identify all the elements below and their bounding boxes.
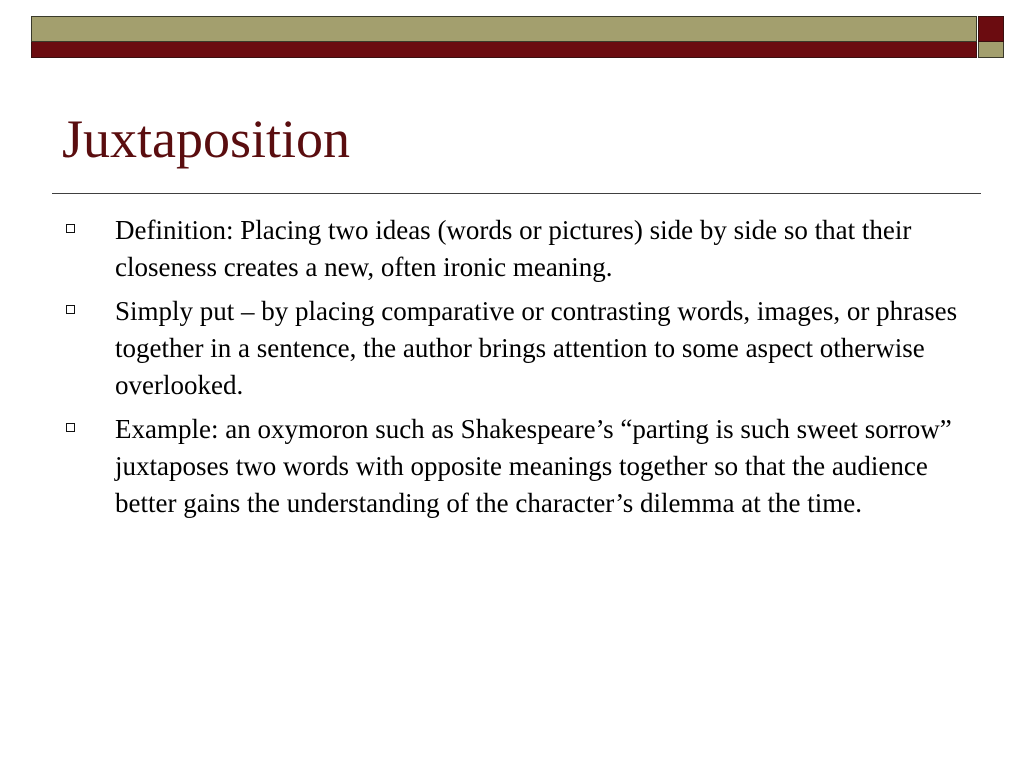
- bullet-item-simply-put: [62, 293, 972, 404]
- header-olive-square: [978, 42, 1004, 58]
- bullet-item-definition: [62, 212, 972, 286]
- header-maroon-bar: [31, 42, 977, 58]
- hollow-square-bullet-icon: [66, 305, 75, 314]
- hollow-square-bullet-icon: [66, 224, 75, 233]
- bullet-list: [62, 212, 972, 529]
- hollow-square-bullet-icon: [66, 423, 75, 432]
- title-divider: [52, 193, 981, 194]
- header-maroon-square: [978, 16, 1004, 42]
- bullet-text: Simply put – by placing comparative or contrasting words, images, or phrases together in a sentence, the author brings attention to some aspect otherwise overlooked.: [115, 296, 958, 400]
- bullet-item-example: [62, 411, 972, 522]
- bullet-text: Example: an oxymoron such as Shakespeare’s “parting is such sweet sorrow” juxtaposes two words with opposite meanings together so that the audience better gains the understanding of the character’s dilemma at the time.: [115, 414, 952, 518]
- bullet-text: Definition: Placing two ideas (words or pictures) side by side so that their closeness creates a new, often ironic meaning.: [115, 215, 912, 282]
- header-olive-bar: [31, 16, 977, 42]
- slide-title: Juxtaposition: [62, 109, 351, 169]
